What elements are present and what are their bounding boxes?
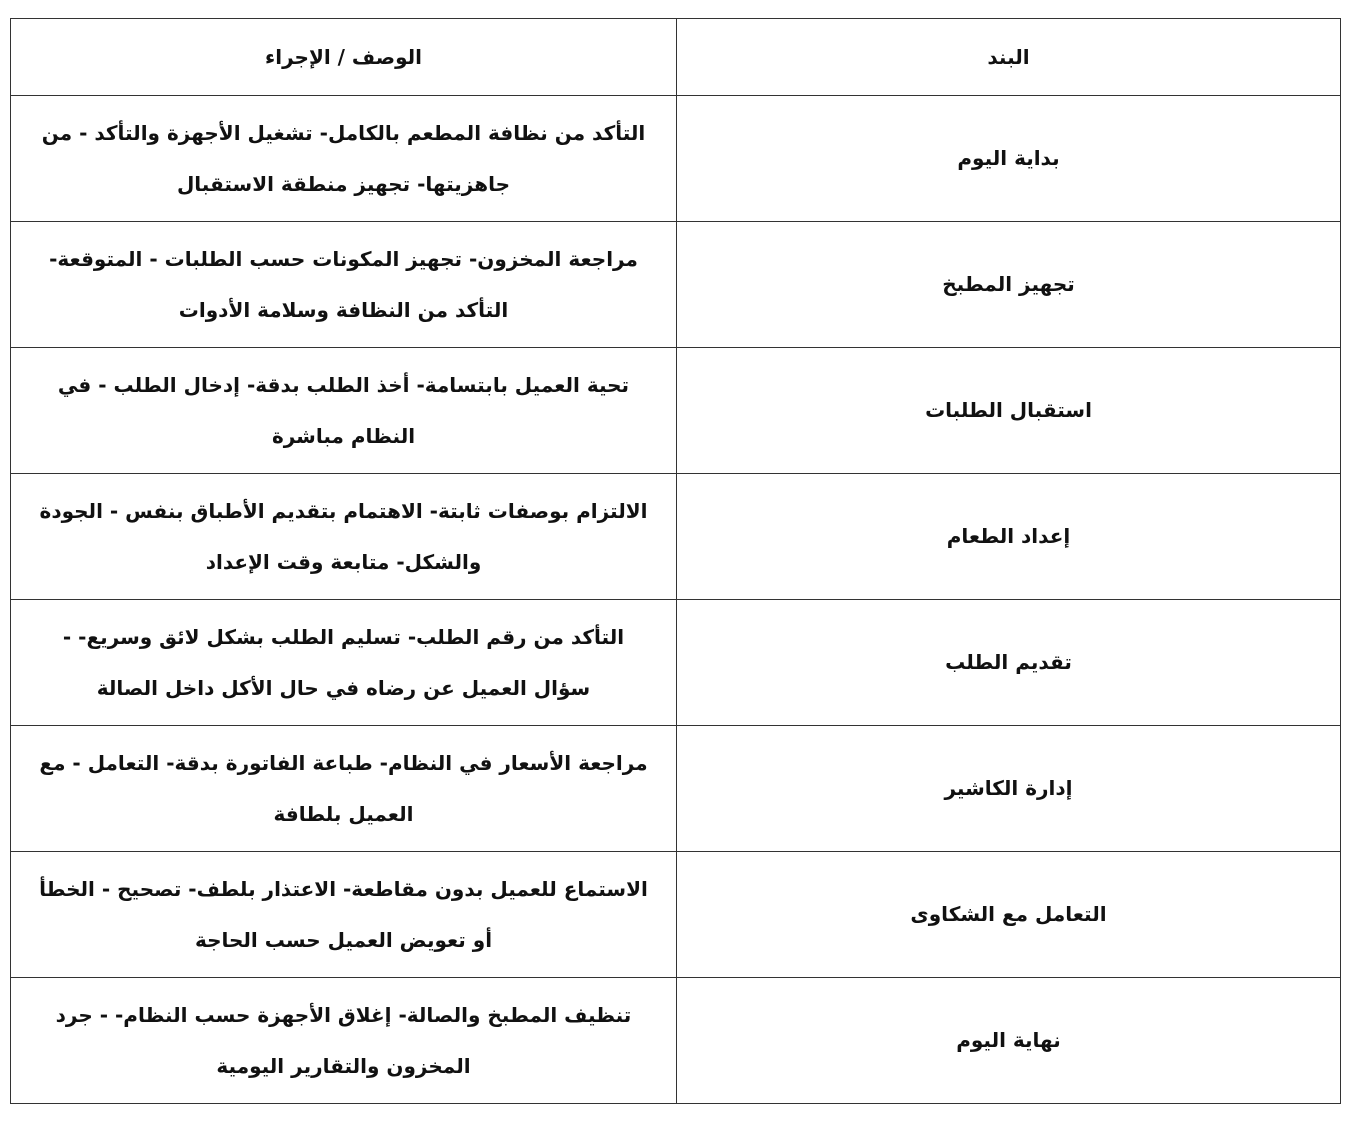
table-header-row bbox=[11, 19, 1341, 96]
row-description: مراجعة المخزون- تجهيز المكونات حسب الطلبات - المتوقعة- التأكد من النظافة وسلامة الأدوات bbox=[11, 222, 677, 348]
row-description: تنظيف المطبخ والصالة- إغلاق الأجهزة حسب النظام- - جرد المخزون والتقارير اليومية bbox=[11, 978, 677, 1104]
row-description: الاستماع للعميل بدون مقاطعة- الاعتذار بلطف- تصحيح - الخطأ أو تعويض العميل حسب الحاجة bbox=[11, 852, 677, 978]
table-row bbox=[11, 96, 1341, 222]
table-row bbox=[11, 474, 1341, 600]
row-item: التعامل مع الشكاوى bbox=[677, 852, 1341, 978]
row-description: الالتزام بوصفات ثابتة- الاهتمام بتقديم الأطباق بنفس - الجودة والشكل- متابعة وقت الإعداد bbox=[11, 474, 677, 600]
row-item: استقبال الطلبات bbox=[677, 348, 1341, 474]
row-item: بداية اليوم bbox=[677, 96, 1341, 222]
row-item: نهاية اليوم bbox=[677, 978, 1341, 1104]
procedures-table bbox=[10, 18, 1341, 1104]
row-item: إدارة الكاشير bbox=[677, 726, 1341, 852]
row-description: تحية العميل بابتسامة- أخذ الطلب بدقة- إدخال الطلب - في النظام مباشرة bbox=[11, 348, 677, 474]
table-row bbox=[11, 222, 1341, 348]
row-description: التأكد من رقم الطلب- تسليم الطلب بشكل لائق وسريع- - سؤال العميل عن رضاه في حال الأكل داخل الصالة bbox=[11, 600, 677, 726]
table-row bbox=[11, 726, 1341, 852]
table-row bbox=[11, 348, 1341, 474]
table-row bbox=[11, 600, 1341, 726]
row-description: التأكد من نظافة المطعم بالكامل- تشغيل الأجهزة والتأكد - من جاهزيتها- تجهيز منطقة الاستقبال bbox=[11, 96, 677, 222]
table-row bbox=[11, 978, 1341, 1104]
procedures-table-container bbox=[10, 18, 1340, 1104]
row-description: مراجعة الأسعار في النظام- طباعة الفاتورة بدقة- التعامل - مع العميل بلطافة bbox=[11, 726, 677, 852]
row-item: تجهيز المطبخ bbox=[677, 222, 1341, 348]
row-item: تقديم الطلب bbox=[677, 600, 1341, 726]
row-item: إعداد الطعام bbox=[677, 474, 1341, 600]
header-item: البند bbox=[677, 19, 1341, 96]
header-description: الوصف / الإجراء bbox=[11, 19, 677, 96]
table-row bbox=[11, 852, 1341, 978]
